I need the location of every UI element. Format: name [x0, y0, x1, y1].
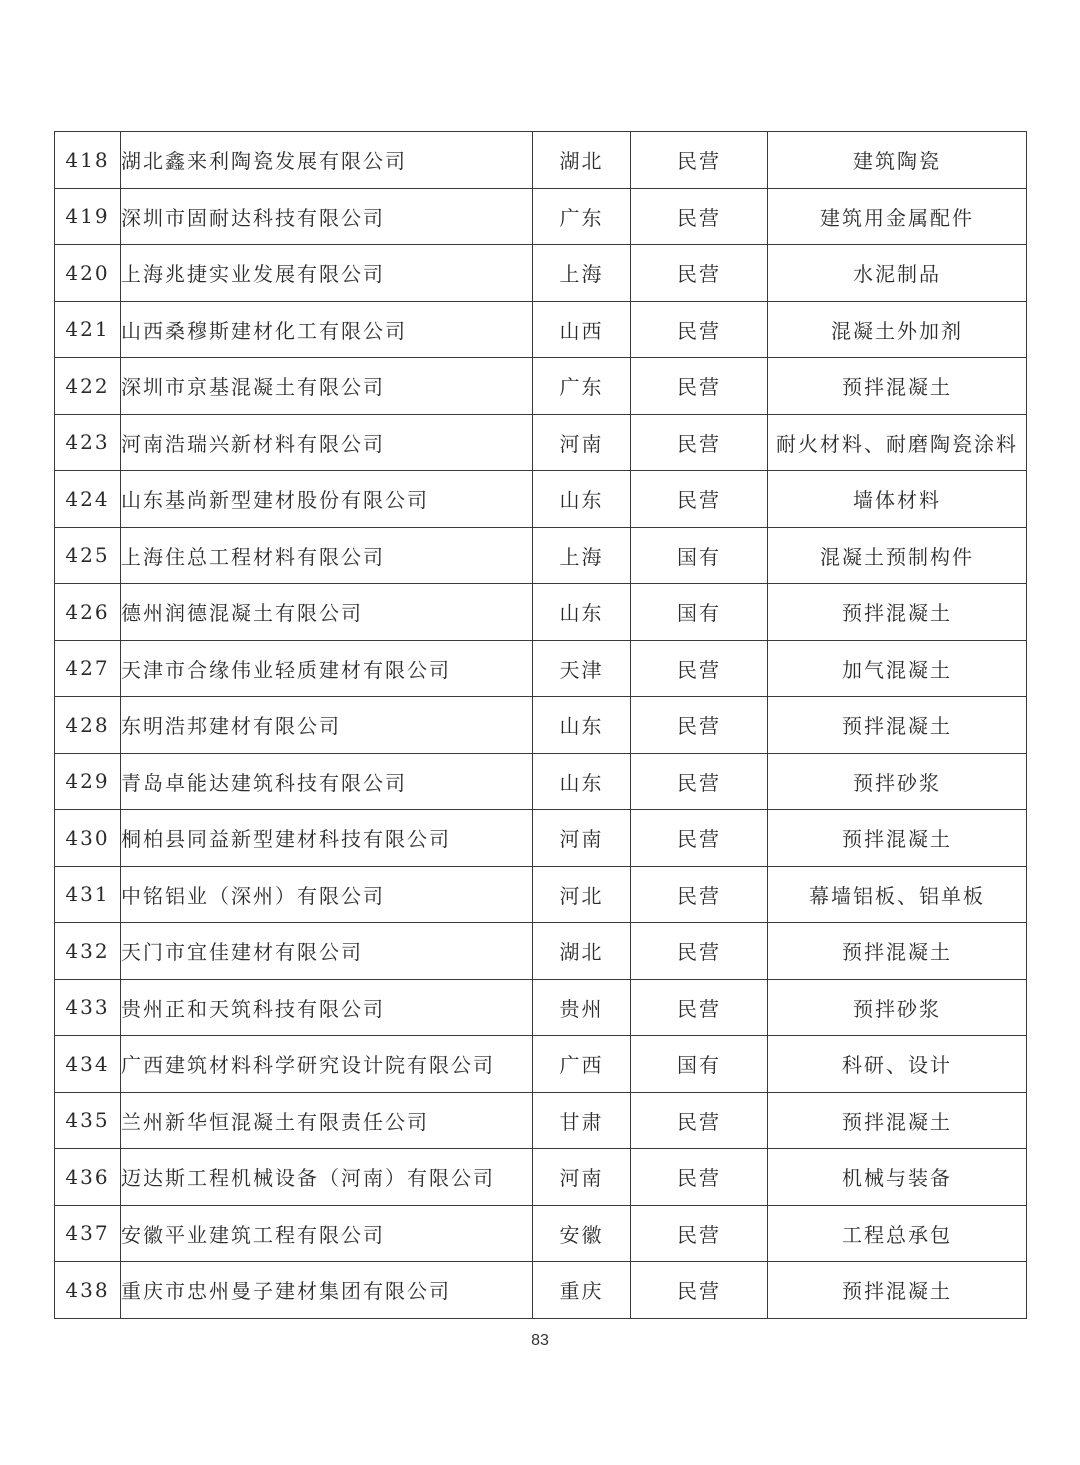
region-cell: 广东 — [533, 358, 631, 415]
company-name-cell: 深圳市京基混凝土有限公司 — [121, 358, 533, 415]
region-cell: 河北 — [533, 866, 631, 923]
company-name-cell: 重庆市忠州曼子建材集团有限公司 — [121, 1262, 533, 1319]
region-cell: 甘肃 — [533, 1092, 631, 1149]
row-number-cell: 421 — [55, 301, 121, 358]
product-category-cell: 幕墙铝板、铝单板 — [768, 866, 1027, 923]
row-number-cell: 419 — [55, 188, 121, 245]
region-cell: 重庆 — [533, 1262, 631, 1319]
row-number-cell: 433 — [55, 979, 121, 1036]
ownership-type-cell: 国有 — [631, 527, 768, 584]
table-row — [55, 1262, 1027, 1319]
row-number-cell: 424 — [55, 471, 121, 528]
region-cell: 湖北 — [533, 132, 631, 189]
ownership-type-cell: 民营 — [631, 753, 768, 810]
company-name-cell: 天门市宜佳建材有限公司 — [121, 923, 533, 980]
ownership-type-cell: 民营 — [631, 1149, 768, 1206]
row-number-cell: 436 — [55, 1149, 121, 1206]
table-row — [55, 358, 1027, 415]
table-row — [55, 923, 1027, 980]
table-row — [55, 301, 1027, 358]
table-row — [55, 245, 1027, 302]
region-cell: 山东 — [533, 584, 631, 641]
ownership-type-cell: 国有 — [631, 584, 768, 641]
ownership-type-cell: 民营 — [631, 471, 768, 528]
region-cell: 广东 — [533, 188, 631, 245]
table-row — [55, 527, 1027, 584]
company-name-cell: 上海兆捷实业发展有限公司 — [121, 245, 533, 302]
row-number-cell: 418 — [55, 132, 121, 189]
table-row — [55, 414, 1027, 471]
company-name-cell: 贵州正和天筑科技有限公司 — [121, 979, 533, 1036]
table-row — [55, 697, 1027, 754]
company-name-cell: 安徽平业建筑工程有限公司 — [121, 1205, 533, 1262]
ownership-type-cell: 民营 — [631, 132, 768, 189]
row-number-cell: 434 — [55, 1036, 121, 1093]
row-number-cell: 431 — [55, 866, 121, 923]
ownership-type-cell: 民营 — [631, 358, 768, 415]
table-row — [55, 471, 1027, 528]
company-name-cell: 天津市合缘伟业轻质建材有限公司 — [121, 640, 533, 697]
company-name-cell: 深圳市固耐达科技有限公司 — [121, 188, 533, 245]
region-cell: 上海 — [533, 527, 631, 584]
table-row — [55, 584, 1027, 641]
company-name-cell: 河南浩瑞兴新材料有限公司 — [121, 414, 533, 471]
table-row — [55, 188, 1027, 245]
company-name-cell: 桐柏县同益新型建材科技有限公司 — [121, 810, 533, 867]
ownership-type-cell: 民营 — [631, 301, 768, 358]
company-table — [54, 131, 1027, 1319]
row-number-cell: 423 — [55, 414, 121, 471]
region-cell: 湖北 — [533, 923, 631, 980]
row-number-cell: 430 — [55, 810, 121, 867]
company-name-cell: 中铭铝业（深州）有限公司 — [121, 866, 533, 923]
region-cell: 山东 — [533, 697, 631, 754]
table-row — [55, 810, 1027, 867]
region-cell: 河南 — [533, 1149, 631, 1206]
table-row — [55, 1205, 1027, 1262]
product-category-cell: 预拌混凝土 — [768, 584, 1027, 641]
product-category-cell: 预拌混凝土 — [768, 1262, 1027, 1319]
ownership-type-cell: 民营 — [631, 640, 768, 697]
page-number: 83 — [531, 1332, 549, 1349]
region-cell: 广西 — [533, 1036, 631, 1093]
ownership-type-cell: 民营 — [631, 923, 768, 980]
company-name-cell: 迈达斯工程机械设备（河南）有限公司 — [121, 1149, 533, 1206]
region-cell: 河南 — [533, 414, 631, 471]
row-number-cell: 426 — [55, 584, 121, 641]
row-number-cell: 420 — [55, 245, 121, 302]
region-cell: 山东 — [533, 471, 631, 528]
product-category-cell: 预拌砂浆 — [768, 753, 1027, 810]
region-cell: 河南 — [533, 810, 631, 867]
product-category-cell: 混凝土预制构件 — [768, 527, 1027, 584]
table-row — [55, 1036, 1027, 1093]
product-category-cell: 水泥制品 — [768, 245, 1027, 302]
region-cell: 上海 — [533, 245, 631, 302]
row-number-cell: 437 — [55, 1205, 121, 1262]
ownership-type-cell: 民营 — [631, 414, 768, 471]
company-name-cell: 兰州新华恒混凝土有限责任公司 — [121, 1092, 533, 1149]
company-table-body — [55, 132, 1027, 1319]
table-row — [55, 866, 1027, 923]
table-row — [55, 979, 1027, 1036]
company-name-cell: 山东基尚新型建材股份有限公司 — [121, 471, 533, 528]
region-cell: 山东 — [533, 753, 631, 810]
product-category-cell: 加气混凝土 — [768, 640, 1027, 697]
product-category-cell: 建筑用金属配件 — [768, 188, 1027, 245]
company-name-cell: 山西桑穆斯建材化工有限公司 — [121, 301, 533, 358]
company-name-cell: 东明浩邦建材有限公司 — [121, 697, 533, 754]
table-row — [55, 132, 1027, 189]
product-category-cell: 预拌混凝土 — [768, 697, 1027, 754]
row-number-cell: 435 — [55, 1092, 121, 1149]
row-number-cell: 432 — [55, 923, 121, 980]
product-category-cell: 预拌混凝土 — [768, 1092, 1027, 1149]
company-name-cell: 青岛卓能达建筑科技有限公司 — [121, 753, 533, 810]
product-category-cell: 机械与装备 — [768, 1149, 1027, 1206]
region-cell: 贵州 — [533, 979, 631, 1036]
region-cell: 天津 — [533, 640, 631, 697]
product-category-cell: 建筑陶瓷 — [768, 132, 1027, 189]
region-cell: 安徽 — [533, 1205, 631, 1262]
product-category-cell: 预拌混凝土 — [768, 923, 1027, 980]
ownership-type-cell: 民营 — [631, 866, 768, 923]
product-category-cell: 预拌混凝土 — [768, 810, 1027, 867]
ownership-type-cell: 民营 — [631, 979, 768, 1036]
ownership-type-cell: 民营 — [631, 245, 768, 302]
company-name-cell: 上海住总工程材料有限公司 — [121, 527, 533, 584]
ownership-type-cell: 民营 — [631, 1262, 768, 1319]
row-number-cell: 429 — [55, 753, 121, 810]
company-name-cell: 湖北鑫来利陶瓷发展有限公司 — [121, 132, 533, 189]
company-name-cell: 德州润德混凝土有限公司 — [121, 584, 533, 641]
row-number-cell: 425 — [55, 527, 121, 584]
product-category-cell: 耐火材料、耐磨陶瓷涂料 — [768, 414, 1027, 471]
ownership-type-cell: 国有 — [631, 1036, 768, 1093]
row-number-cell: 422 — [55, 358, 121, 415]
ownership-type-cell: 民营 — [631, 188, 768, 245]
ownership-type-cell: 民营 — [631, 697, 768, 754]
ownership-type-cell: 民营 — [631, 1092, 768, 1149]
table-row — [55, 1092, 1027, 1149]
row-number-cell: 427 — [55, 640, 121, 697]
row-number-cell: 428 — [55, 697, 121, 754]
company-name-cell: 广西建筑材料科学研究设计院有限公司 — [121, 1036, 533, 1093]
row-number-cell: 438 — [55, 1262, 121, 1319]
product-category-cell: 科研、设计 — [768, 1036, 1027, 1093]
product-category-cell: 墙体材料 — [768, 471, 1027, 528]
ownership-type-cell: 民营 — [631, 810, 768, 867]
table-row — [55, 1149, 1027, 1206]
ownership-type-cell: 民营 — [631, 1205, 768, 1262]
region-cell: 山西 — [533, 301, 631, 358]
product-category-cell: 混凝土外加剂 — [768, 301, 1027, 358]
product-category-cell: 预拌混凝土 — [768, 358, 1027, 415]
table-row — [55, 640, 1027, 697]
product-category-cell: 预拌砂浆 — [768, 979, 1027, 1036]
product-category-cell: 工程总承包 — [768, 1205, 1027, 1262]
table-row — [55, 753, 1027, 810]
